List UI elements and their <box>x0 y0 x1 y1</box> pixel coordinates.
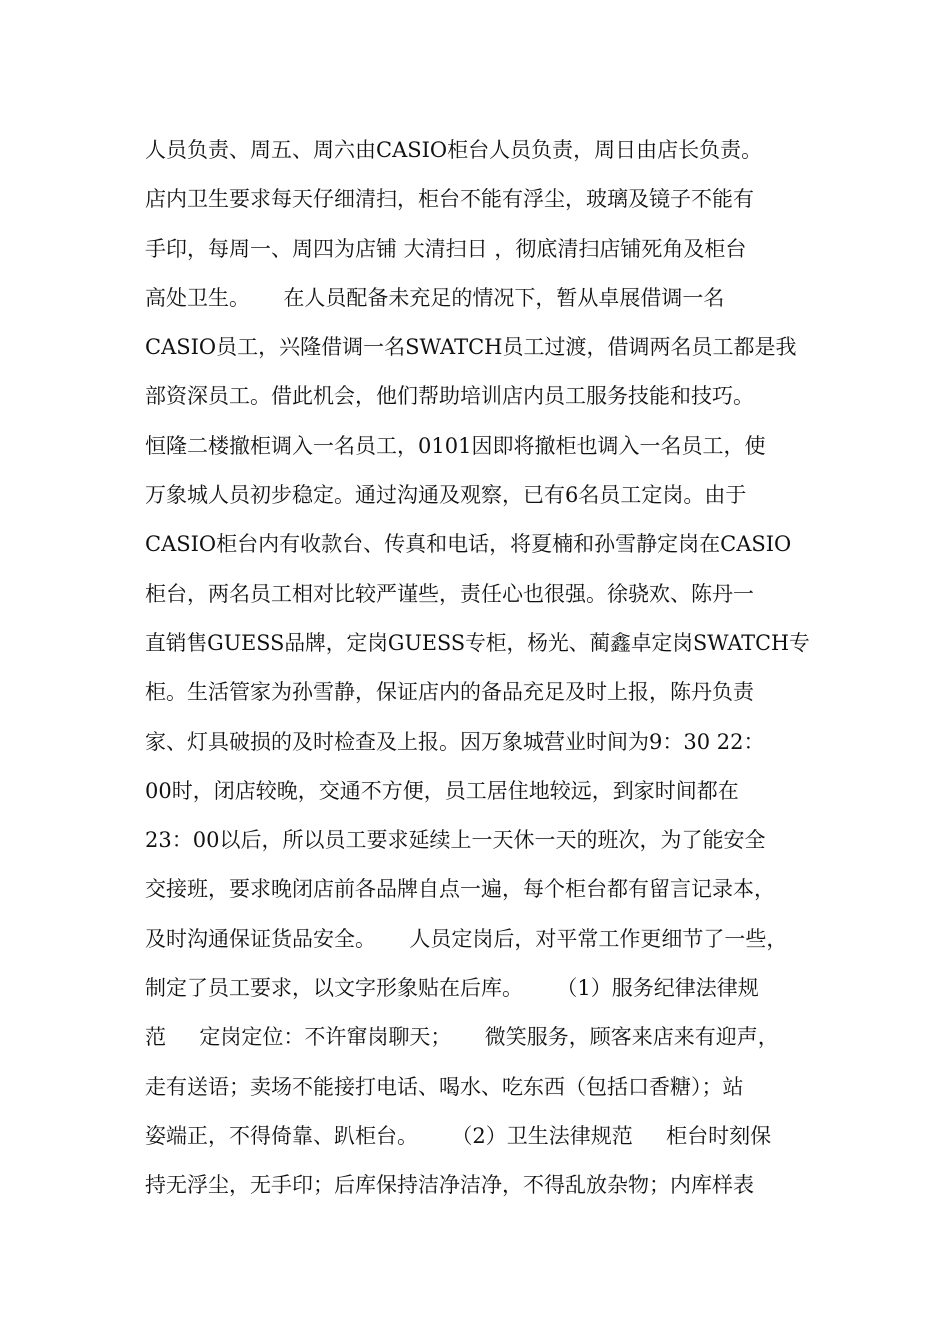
text-line: 店内卫生要求每天仔细清扫，柜台不能有浮尘，玻璃及镜子不能有 <box>145 187 754 212</box>
text-line: 柜。生活管家为孙雪静，保证店内的备品充足及时上报，陈丹负责 <box>145 680 754 705</box>
text-line: 姿端正，不得倚靠、趴柜台。 （2）卫生法律规范 柜台时刻保 <box>145 1123 772 1148</box>
text-line: 高处卫生。 在人员配备未充足的情况下，暂从卓展借调一名 <box>145 285 725 310</box>
text-line: 家、灯具破损的及时检查及上报。因万象城营业时间为9：30 22： <box>145 729 765 754</box>
text-line: 及时沟通保证货品安全。 人员定岗后，对平常工作更细节了一些， <box>145 926 788 951</box>
body-text <box>145 131 810 1216</box>
text-line: 走有送语；卖场不能接打电话、喝水、吃东西（包括口香糖）；站 <box>145 1074 744 1099</box>
text-line: 部资深员工。借此机会，他们帮助培训店内员工服务技能和技巧。 <box>145 384 754 409</box>
text-line: 23：00以后，所以员工要求延续上一天休一天的班次，为了能安全 <box>145 828 766 853</box>
text-line: 范 定岗定位：不许窜岗聊天； 微笑服务，顾客来店来有迎声， <box>145 1025 779 1050</box>
text-line: 00时，闭店较晚，交通不方便，员工居住地较远，到家时间都在 <box>145 778 739 803</box>
text-line: CASIO员工，兴隆借调一名SWATCH员工过渡，借调两名员工都是我 <box>145 335 797 360</box>
text-line: 万象城人员初步稳定。通过沟通及观察，已有6名员工定岗。由于 <box>145 483 747 508</box>
text-line: 持无浮尘，无手印；后库保持洁净洁净，不得乱放杂物；内库样表 <box>145 1173 754 1198</box>
text-line: 柜台，两名员工相对比较严谨些，责任心也很强。徐骁欢、陈丹一 <box>145 581 754 606</box>
text-line: 恒隆二楼撤柜调入一名员工，0101因即将撤柜也调入一名员工，使 <box>145 433 766 458</box>
text-line: 制定了员工要求，以文字形象贴在后库。 （1）服务纪律法律规 <box>145 976 759 1001</box>
text-line: 交接班，要求晚闭店前各品牌自点一遍，每个柜台都有留言记录本， <box>145 877 775 902</box>
text-line: 人员负责、周五、周六由CASIO柜台人员负责，周日由店长负责。 <box>145 138 763 162</box>
text-line: CASIO柜台内有收款台、传真和电话，将夏楠和孙雪静定岗在CASIO <box>145 532 792 557</box>
text-line: 直销售GUESS品牌，定岗GUESS专柜，杨光、蔺鑫卓定岗SWATCH专 <box>145 630 810 655</box>
text-line: 手印，每周一、周四为店铺 大清扫日 ，彻底清扫店铺死角及柜台 <box>145 236 747 261</box>
